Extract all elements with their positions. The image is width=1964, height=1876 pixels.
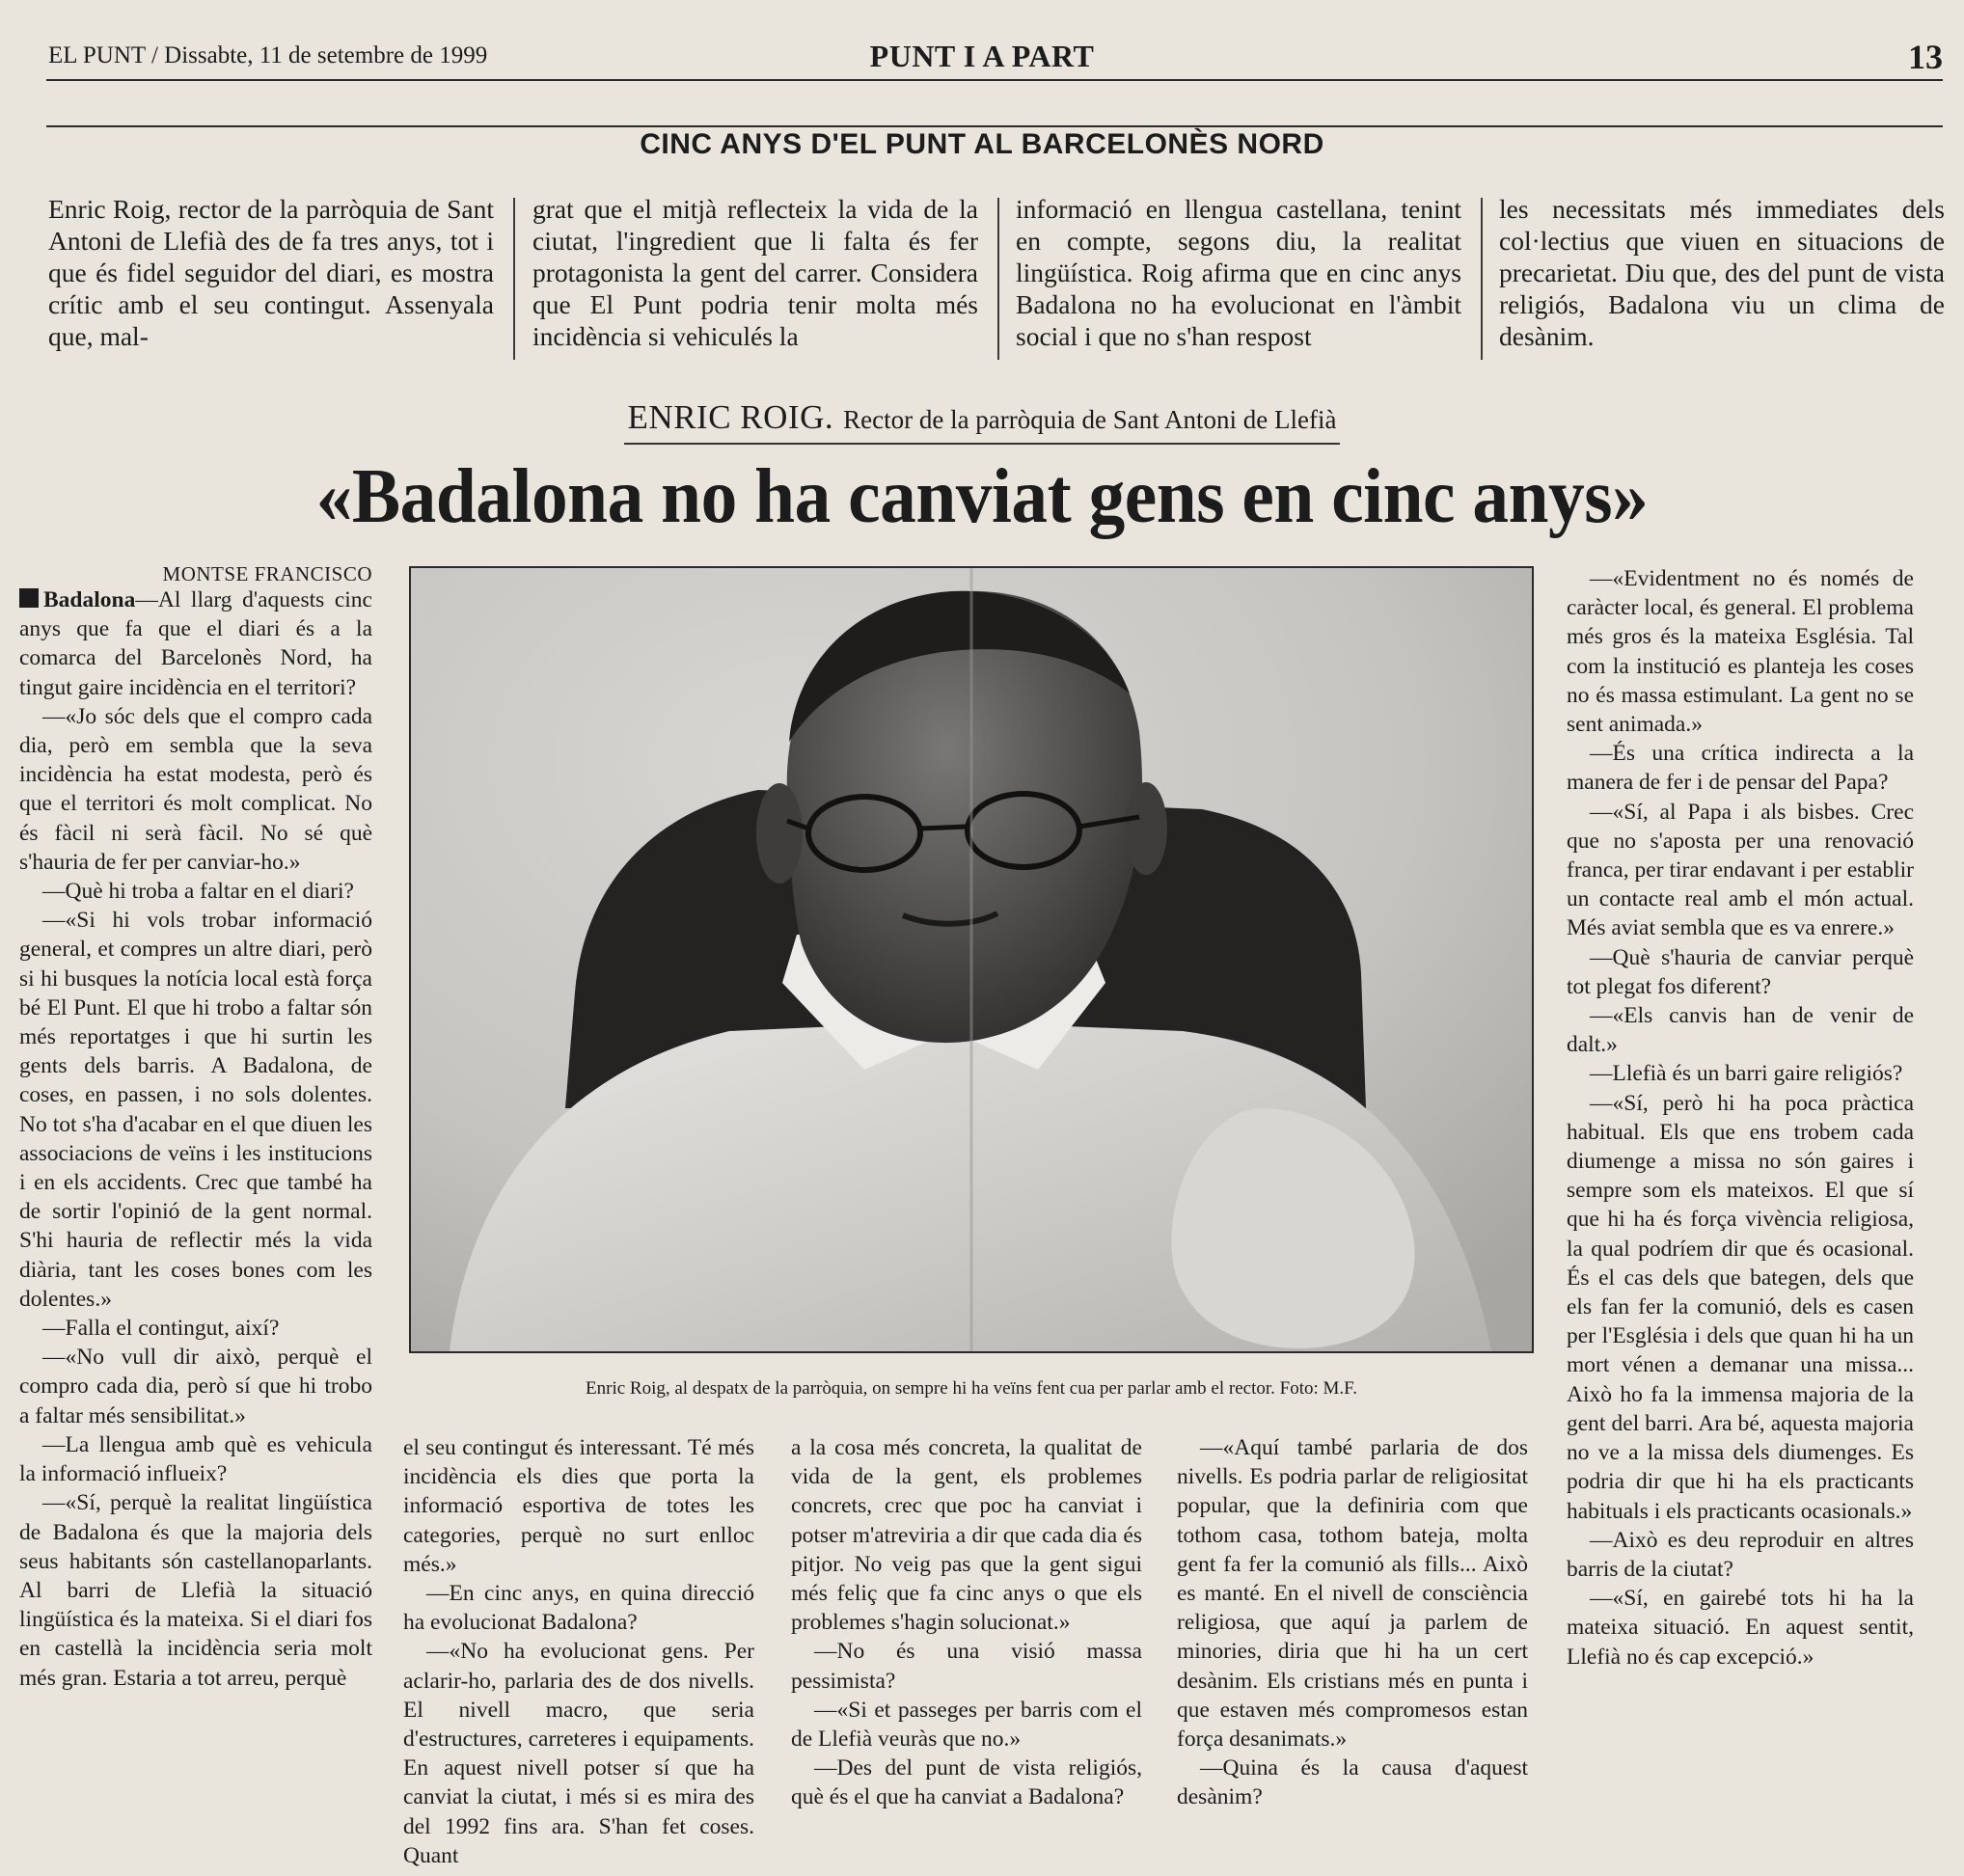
paragraph: —Què hi troba a faltar en el diari?: [42, 879, 354, 905]
article-bottom-column-3: [1177, 1433, 1528, 1872]
paragraph: —«Sí, en gairebé tots hi ha la mateixa situació. En aquest sentit, Llefià no és cap excepció.»: [1567, 1586, 1914, 1670]
paragraph: —«No ha evolucionat gens. Per aclarir-ho, parlaria des de dos nivells. El nivell macro, que seria d'estructures, carreteres i equipaments. En aquest nivell potser sí que ha canviat la ciutat, i més si es mira des del 1992 fins ara. S'han fet coses. Quant: [403, 1639, 754, 1868]
portrait-photo: [409, 566, 1534, 1353]
paragraph: —«Jo sóc dels que el compro cada dia, però em sembla que la seva incidència ha estat modesta, però és que el territori és molt complicat. No és fàcil ni serà fàcil. No sé què s'hauria de fer per canviar-ho.»: [19, 703, 372, 875]
paragraph: —«Sí, però hi ha poca pràctica habitual. Els que ens trobem cada diumenge a missa no són gaires i sempre som els mateixos. El que sí que hi ha és força vivència religiosa, la qual podríem dir que és ocasional. És el cas dels que bategen, dels que els fan fer la comunió, dels es casen per l'Església i dels que quan hi ha un mort vénen a demanar una missa... Això ho fa la immensa majoria de la gent del barri. Ara bé, aquesta majoria no ve a la missa dels diumenges. Es podria dir que hi ha els practicants habituals i els practicants ocasionals.»: [1567, 1090, 1914, 1524]
paragraph: —La llengua amb què es vehicula la informació influeix?: [19, 1431, 372, 1487]
intro-column-2: grat que el mitjà reflecteix la vida de la ciutat, l'ingredient que li falta és fer protagonista la gent del carrer. Considera que El Punt podria tenir molta més incidència si vehiculés la: [532, 194, 978, 351]
interviewee-name: ENRIC ROIG.: [627, 398, 834, 436]
paragraph: —Quina és la causa d'aquest desànim?: [1177, 1755, 1528, 1810]
paragraph: —«Aquí també parlaria de dos nivells. Es podria parlar de religiositat popular, que la definiria com que tothom casa, tothom bateja, molta gent fa fer la comunió als fills... Això es manté. En el nivell de consciència religiosa, que aquí ja parlem de minories, diria que hi ha un cert desànim. Els cristians més en punta i que estaven més compromesos estan força desanimats.»: [1177, 1435, 1528, 1753]
paragraph: —«Si et passeges per barris com el de Llefià veuràs que no.»: [791, 1697, 1142, 1753]
paragraph: el seu contingut és interessant. Té més incidència els dies que porta la informació esportiva de totes les categories, perquè no surt enlloc més.»: [403, 1435, 754, 1577]
column-divider: [997, 198, 999, 360]
paragraph: —«Evidentment no és només de caràcter local, és general. El problema més gros és la mateixa Església. Tal com la institució es planteja les coses no és massa estimulant. La gent no se sent animada.»: [1567, 566, 1914, 738]
section-rule: [46, 125, 1943, 127]
paragraph: —És una crítica indirecta a la manera de fer i de pensar del Papa?: [1567, 741, 1914, 796]
paragraph: —«No vull dir això, perquè el compro cada dia, però sí que hi trobo a faltar més sensibilitat.»: [19, 1345, 372, 1428]
intro-column-3: informació en llengua castellana, tenint en compte, segons diu, la realitat lingüística. Roig afirma que en cinc anys Badalona no ha evolucionat en l'àmbit social i que no s'han respost: [1016, 194, 1461, 351]
paragraph: —Al llarg d'aquests cinc anys que fa que el diari és a la comarca del Barcelonès Nord, ha tingut gaire incidència en el territori?: [19, 587, 372, 700]
intro-column-4: les necessitats més immediates dels col·lectius que viuen en situacions de precarietat. Diu que, des del punt de vista religiós, Badalona viu un clima de desànim.: [1499, 194, 1945, 351]
paragraph: a la cosa més concreta, la qualitat de vida de la gent, els problemes concrets, crec que poc ha canviat i potser m'atreviria a dir que cada dia és pitjor. No veig pas que la gent sigui més feliç que fa cinc anys o que els problemes s'hagin solucionat.»: [791, 1435, 1142, 1636]
paragraph: —Falla el contingut, així?: [42, 1316, 280, 1342]
column-divider: [1481, 198, 1483, 360]
article-bottom-column-1: [403, 1433, 754, 1872]
article-bottom-column-2: [791, 1433, 1142, 1872]
page-section-name: PUNT I A PART: [869, 39, 1095, 73]
paragraph: —«Sí, perquè la realitat lingüística de Badalona és que la majoria dels seus habitants són castellanoparlants. Al barri de Llefià la situació lingüística és la mateixa. Si el diari fos en castellà la incidència seria molt més gran. Estaria a tot arreu, perquè: [19, 1490, 372, 1691]
paragraph: —«Si hi vols trobar informació general, et compres un altre diari, però si hi busques la notícia local està força bé El Punt. El que hi trobo a faltar són més reportatges i que hi surtin les gents dels barris. A Badalona, de coses, en passen, i no sols dolentes. No tot s'ha d'acabar en el que diuen les associacions de veïns i les institucions i en els accidents. Crec que també ha de sortir l'opinió de la gent normal. S'hi hauria de reflectir més la vida diària, tant les coses bones com les dolentes.»: [19, 908, 372, 1312]
headline: «Badalona no ha canviat gens en cinc anys»: [315, 452, 1649, 539]
paragraph: —Llefià és un barri gaire religiós?: [1590, 1061, 1903, 1087]
paragraph: —Què s'hauria de canviar perquè tot plegat fos diferent?: [1567, 944, 1914, 999]
column-divider: [513, 198, 515, 360]
lead-square-icon: [19, 588, 39, 608]
lead-paragraph: [19, 585, 372, 702]
section-title: CINC ANYS D'EL PUNT AL BARCELONÈS NORD: [640, 128, 1324, 160]
paragraph: —«Els canvis han de venir de dalt.»: [1567, 1003, 1914, 1058]
intro-column-1: Enric Roig, rector de la parròquia de Sant Antoni de Llefià des de fa tres anys, tot i que és fidel seguidor del diari, es mostra crític amb el seu contingut. Assenyala que, mal-: [48, 194, 494, 351]
paragraph: —«Sí, al Papa i als bisbes. Crec que no s'aposta per una renovació franca, per tirar endavant i per establir un contacte real amb el món actual. Més aviat sembla que es va enrere.»: [1567, 799, 1914, 941]
byline: MONTSE FRANCISCO: [162, 562, 372, 585]
newspaper-date-line: EL PUNT / Dissabte, 11 de setembre de 1999: [48, 42, 488, 68]
portrait-photo-image: [411, 568, 1532, 1351]
paragraph: —Des del punt de vista religiós, què és el que ha canviat a Badalona?: [791, 1755, 1142, 1810]
paragraph: —No és una visió massa pessimista?: [791, 1639, 1142, 1694]
page-number: 13: [1908, 38, 1943, 76]
article-left-column: [19, 585, 372, 1873]
header-rule: [46, 79, 1943, 81]
article-right-column: [1567, 564, 1914, 1873]
paragraph: —Això es deu reproduir en altres barris de la ciutat?: [1567, 1527, 1914, 1582]
interviewee-role: Rector de la parròquia de Sant Antoni de Llefià: [843, 405, 1337, 434]
kicker-underline: [624, 398, 1341, 445]
paragraph: —En cinc anys, en quina direcció ha evolucionat Badalona?: [403, 1581, 754, 1636]
photo-caption: Enric Roig, al despatx de la parròquia, on sempre hi ha veïns fent cua per parlar amb el rector. Foto: M.F.: [586, 1378, 1357, 1399]
dateline: Badalona: [43, 587, 136, 612]
kicker: [0, 398, 1964, 445]
